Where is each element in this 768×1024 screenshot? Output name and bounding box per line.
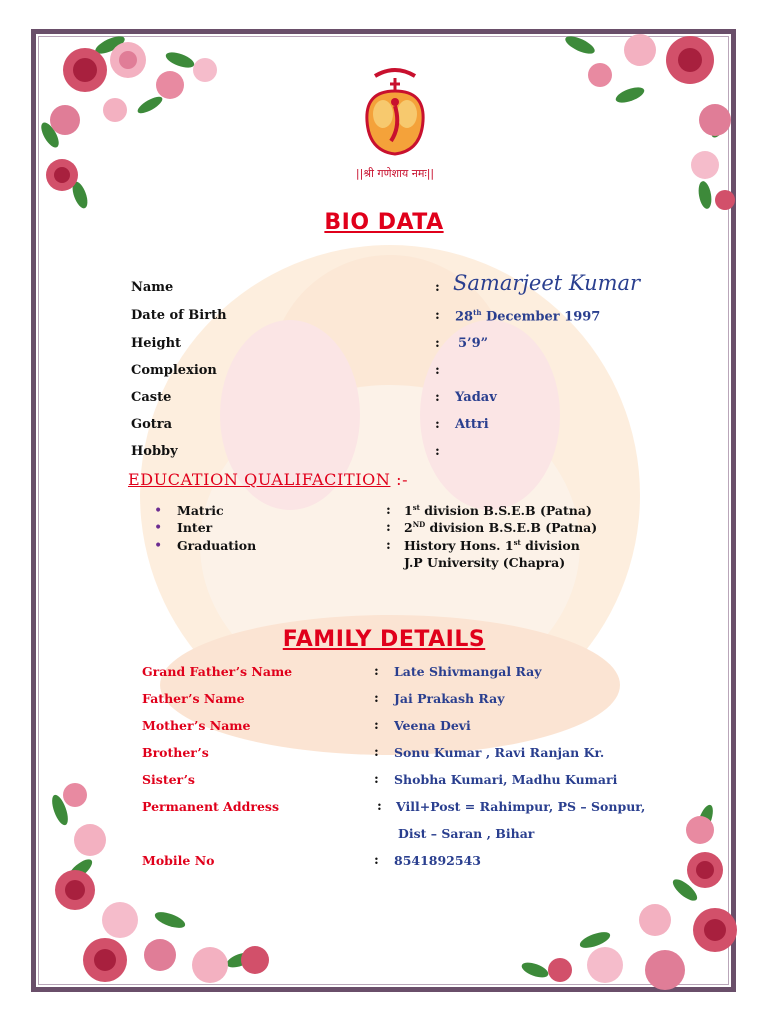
- colon: :: [435, 390, 440, 405]
- rose-corner-top-left-icon: [20, 15, 250, 225]
- gotra-label: Gotra: [131, 417, 173, 432]
- dob-value: 28th December 1997: [455, 308, 601, 325]
- colon: :: [374, 718, 379, 733]
- address-value-line2: Dist – Saran , Bihar: [398, 826, 535, 841]
- brothers-label: Brother’s: [142, 745, 209, 760]
- colon: :: [435, 308, 440, 323]
- bullet-icon: •: [154, 503, 163, 519]
- bullet-icon: •: [154, 538, 163, 554]
- page-title: BIO DATA: [324, 210, 444, 235]
- education-value-graduation-university: J.P University (Chapra): [404, 555, 566, 570]
- address-value: Vill+Post = Rahimpur, PS – Sonpur,: [396, 799, 646, 814]
- ganesha-emblem: [345, 66, 445, 188]
- mobile-label: Mobile No: [142, 853, 215, 868]
- colon: :: [374, 664, 379, 679]
- education-heading: EDUCATION QUALIFACITION :-: [128, 470, 409, 489]
- colon: :: [435, 444, 440, 459]
- colon: :: [374, 745, 379, 760]
- colon: :: [435, 417, 440, 432]
- sisters-value: Shobha Kumari, Madhu Kumari: [394, 772, 618, 787]
- complexion-label: Complexion: [131, 363, 217, 378]
- colon: :: [386, 503, 391, 518]
- height-value: 5’9”: [458, 336, 489, 351]
- colon: :: [435, 280, 440, 295]
- mother-value: Veena Devi: [394, 718, 471, 733]
- education-label-graduation: Graduation: [177, 538, 257, 553]
- father-label: Father’s Name: [142, 691, 245, 706]
- mobile-value: 8541892543: [394, 853, 481, 868]
- education-value-inter: 2ND division B.S.E.B (Patna): [404, 520, 598, 536]
- colon: :: [374, 853, 379, 868]
- grandfather-label: Grand Father’s Name: [142, 664, 293, 679]
- ganesha-caption: ||श्री गणेशाय नमः||: [355, 167, 435, 180]
- mother-label: Mother’s Name: [142, 718, 251, 733]
- colon: :: [386, 520, 391, 535]
- family-title: FAMILY DETAILS: [282, 627, 486, 652]
- colon: :: [374, 691, 379, 706]
- rose-corner-top-right-icon: [520, 15, 750, 225]
- colon: :: [435, 336, 440, 351]
- hobby-label: Hobby: [131, 444, 178, 459]
- education-label-inter: Inter: [177, 520, 213, 535]
- education-value-graduation: History Hons. 1st division: [404, 538, 580, 554]
- sisters-label: Sister’s: [142, 772, 195, 787]
- dob-label: Date of Birth: [131, 308, 227, 323]
- colon: :: [377, 799, 382, 814]
- ganesha-icon: [345, 66, 445, 158]
- colon: :: [435, 363, 440, 378]
- father-value: Jai Prakash Ray: [394, 691, 505, 706]
- address-label: Permanent Address: [142, 799, 279, 814]
- caste-label: Caste: [131, 390, 172, 405]
- education-label-matric: Matric: [177, 503, 224, 518]
- gotra-value: Attri: [455, 417, 489, 432]
- colon: :: [386, 538, 391, 553]
- caste-value: Yadav: [455, 390, 497, 405]
- colon: :: [374, 772, 379, 787]
- education-value-matric: 1st division B.S.E.B (Patna): [404, 503, 592, 519]
- rose-corner-bottom-right-icon: [505, 790, 755, 1000]
- bullet-icon: •: [154, 520, 163, 536]
- grandfather-value: Late Shivmangal Ray: [394, 664, 542, 679]
- brothers-value: Sonu Kumar , Ravi Ranjan Kr.: [394, 745, 605, 760]
- height-label: Height: [131, 336, 182, 351]
- name-value: Samarjeet Kumar: [453, 271, 641, 295]
- name-label: Name: [131, 280, 174, 295]
